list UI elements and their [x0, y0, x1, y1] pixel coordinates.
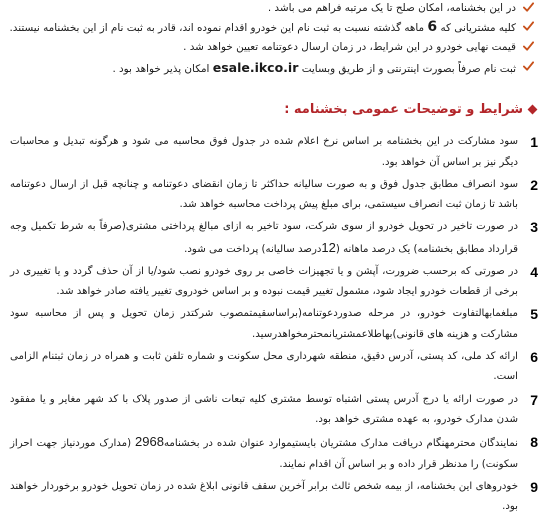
bullet-text-part: ماهه گذشته نسبت به ثبت نام این خودرو اقدام نموده اند، قادر به ثبت نام از این بخشنامه نیستند. [9, 22, 428, 35]
bullet-text: قیمت نهایی خودرو در این شرایط، در زمان ارسال دعوتنامه تعیین خواهد شد . [183, 41, 516, 54]
term-text: خودروهای این بخشنامه، از بیمه شخص ثالث برابر آخرین سقف قانونی ابلاغ شده در زمان تحویل خودرو برخوردار خواهند بود. [10, 480, 518, 513]
term-number: 3 [530, 219, 538, 236]
diamond-bullet-icon [528, 105, 538, 115]
bullet-text-part: ثبت نام صرفاً بصورت اینترنتی و از طریق وبسایت [298, 62, 516, 75]
term-text-part: (مدارک موردنیاز جهت احراز سکونت) را مدنظر قرار داده و بر اساس آن اقدام نمایند. [10, 438, 518, 470]
term-text-part: در صورت تاخیر در تحویل خودرو از سوی شرکت، سود تاخیر به ازای مبالغ پرداختی مشتری(صرفاً به شرط تکمیل وجه قرارداد مطابق بخشنامه) یک درصد ماهانه ( [10, 221, 518, 255]
heading-text: شرایط و توضیحات عمومی بخشنامه : [284, 102, 523, 117]
term-number: 6 [530, 348, 538, 365]
bullet-text [9, 19, 516, 36]
term-number: 5 [530, 306, 538, 323]
term-number: 4 [530, 263, 538, 280]
bullet-text-part: امکان پذیر خواهد بود . [112, 62, 213, 75]
terms-list [4, 132, 540, 519]
months-number: 6 [427, 19, 438, 36]
bullet-item [8, 39, 536, 56]
term-text-part: نمایندگان محترمهنگام دریافت مدارک مشتریان بایستیموارد عنوان شده در بخشنامه [163, 438, 518, 450]
term-number: 9 [530, 478, 538, 495]
checkmark-icon [523, 61, 534, 72]
conditions-bullet-list [8, 0, 536, 80]
term-text-part: درصد سالیانه) پرداخت می شود. [184, 243, 322, 255]
term-number: 2 [530, 176, 538, 193]
checkmark-icon [523, 2, 534, 13]
term-text: در صورت ارائه یا درج آدرس پستی اشتباه توسط مشتری کلیه تبعات ناشی از صدور پلاک با کد شهر مغایر و یا مفقود شدن مدارک خودرو، به عهده مشتری خواهد بود. [10, 393, 518, 426]
term-item [4, 132, 540, 173]
bullet-text [112, 59, 516, 75]
term-number: 1 [530, 134, 538, 150]
website-link[interactable]: esale.ikco.ir [212, 59, 299, 75]
bullet-item [8, 19, 536, 37]
bullet-text: در این بخشنامه، امکان صلح تا یک مرتبه فراهم می باشد . [267, 2, 516, 14]
term-text [10, 221, 518, 255]
term-text: ارائه کد ملی، کد پستی، آدرس دقیق، منطقه شهرداری محل سکونت و شماره تلفن ثابت و همراه در زمان ثبتنام الزامی است. [10, 350, 518, 383]
term-inline-number: 2968 [135, 434, 164, 450]
term-item [4, 432, 540, 475]
term-text: سود انصراف مطابق جدول فوق و به صورت سالیانه حداکثر تا زمان انقضای دعوتنامه و چنانچه قبل از ارسال دعوتنامه باشد تا زمان ثبت انصراف سیستمی، برای مبلغ پیش پرداخت محاسبه خواهد شد. [10, 178, 518, 211]
term-item [4, 477, 540, 518]
checkmark-icon [523, 41, 534, 52]
term-item [4, 390, 540, 431]
term-inline-number: 12 [321, 239, 336, 255]
term-text: مبلغمابهالتفاوت خودرو، در مرحله صدوردعوتنامه(براساسقیمتمصوب شرکتدر زمان تحویل و پس از محاسبه سود مشارکت و هزینه های قانونی)بهاطلاعمشتریانمحترمخواهدرسید. [10, 308, 518, 340]
section-heading [284, 102, 536, 117]
bullet-text-part: کلیه مشتریانی که [437, 22, 516, 35]
term-text: در صورتی که برحسب ضرورت، آپشن و یا تجهیزات خاصی بر روی خودرو نصب شود/یا از آن حذف گردد و یا تغییری در برخی از قطعات خودرو ایجاد شود، مشمول تغییر قیمت نبوده و بر اساس خودروی تغییر یافته صادر خواهد شد. [10, 265, 518, 298]
term-text: سود مشارکت در این بخشنامه بر اساس نرخ اعلام شده در جدول فوق محاسبه می شود و هرگونه تبدیل و محاسبات دیگر نیز بر اساس آن خواهد بود. [10, 136, 518, 168]
term-text [10, 434, 518, 470]
term-number: 8 [530, 434, 538, 451]
term-item [4, 347, 540, 388]
checkmark-icon [523, 21, 534, 32]
bullet-item [8, 59, 536, 78]
term-item [4, 217, 540, 260]
term-item [4, 304, 540, 345]
bullet-item [8, 0, 536, 17]
term-item [4, 262, 540, 303]
term-item [4, 175, 540, 216]
term-number: 7 [530, 391, 538, 408]
